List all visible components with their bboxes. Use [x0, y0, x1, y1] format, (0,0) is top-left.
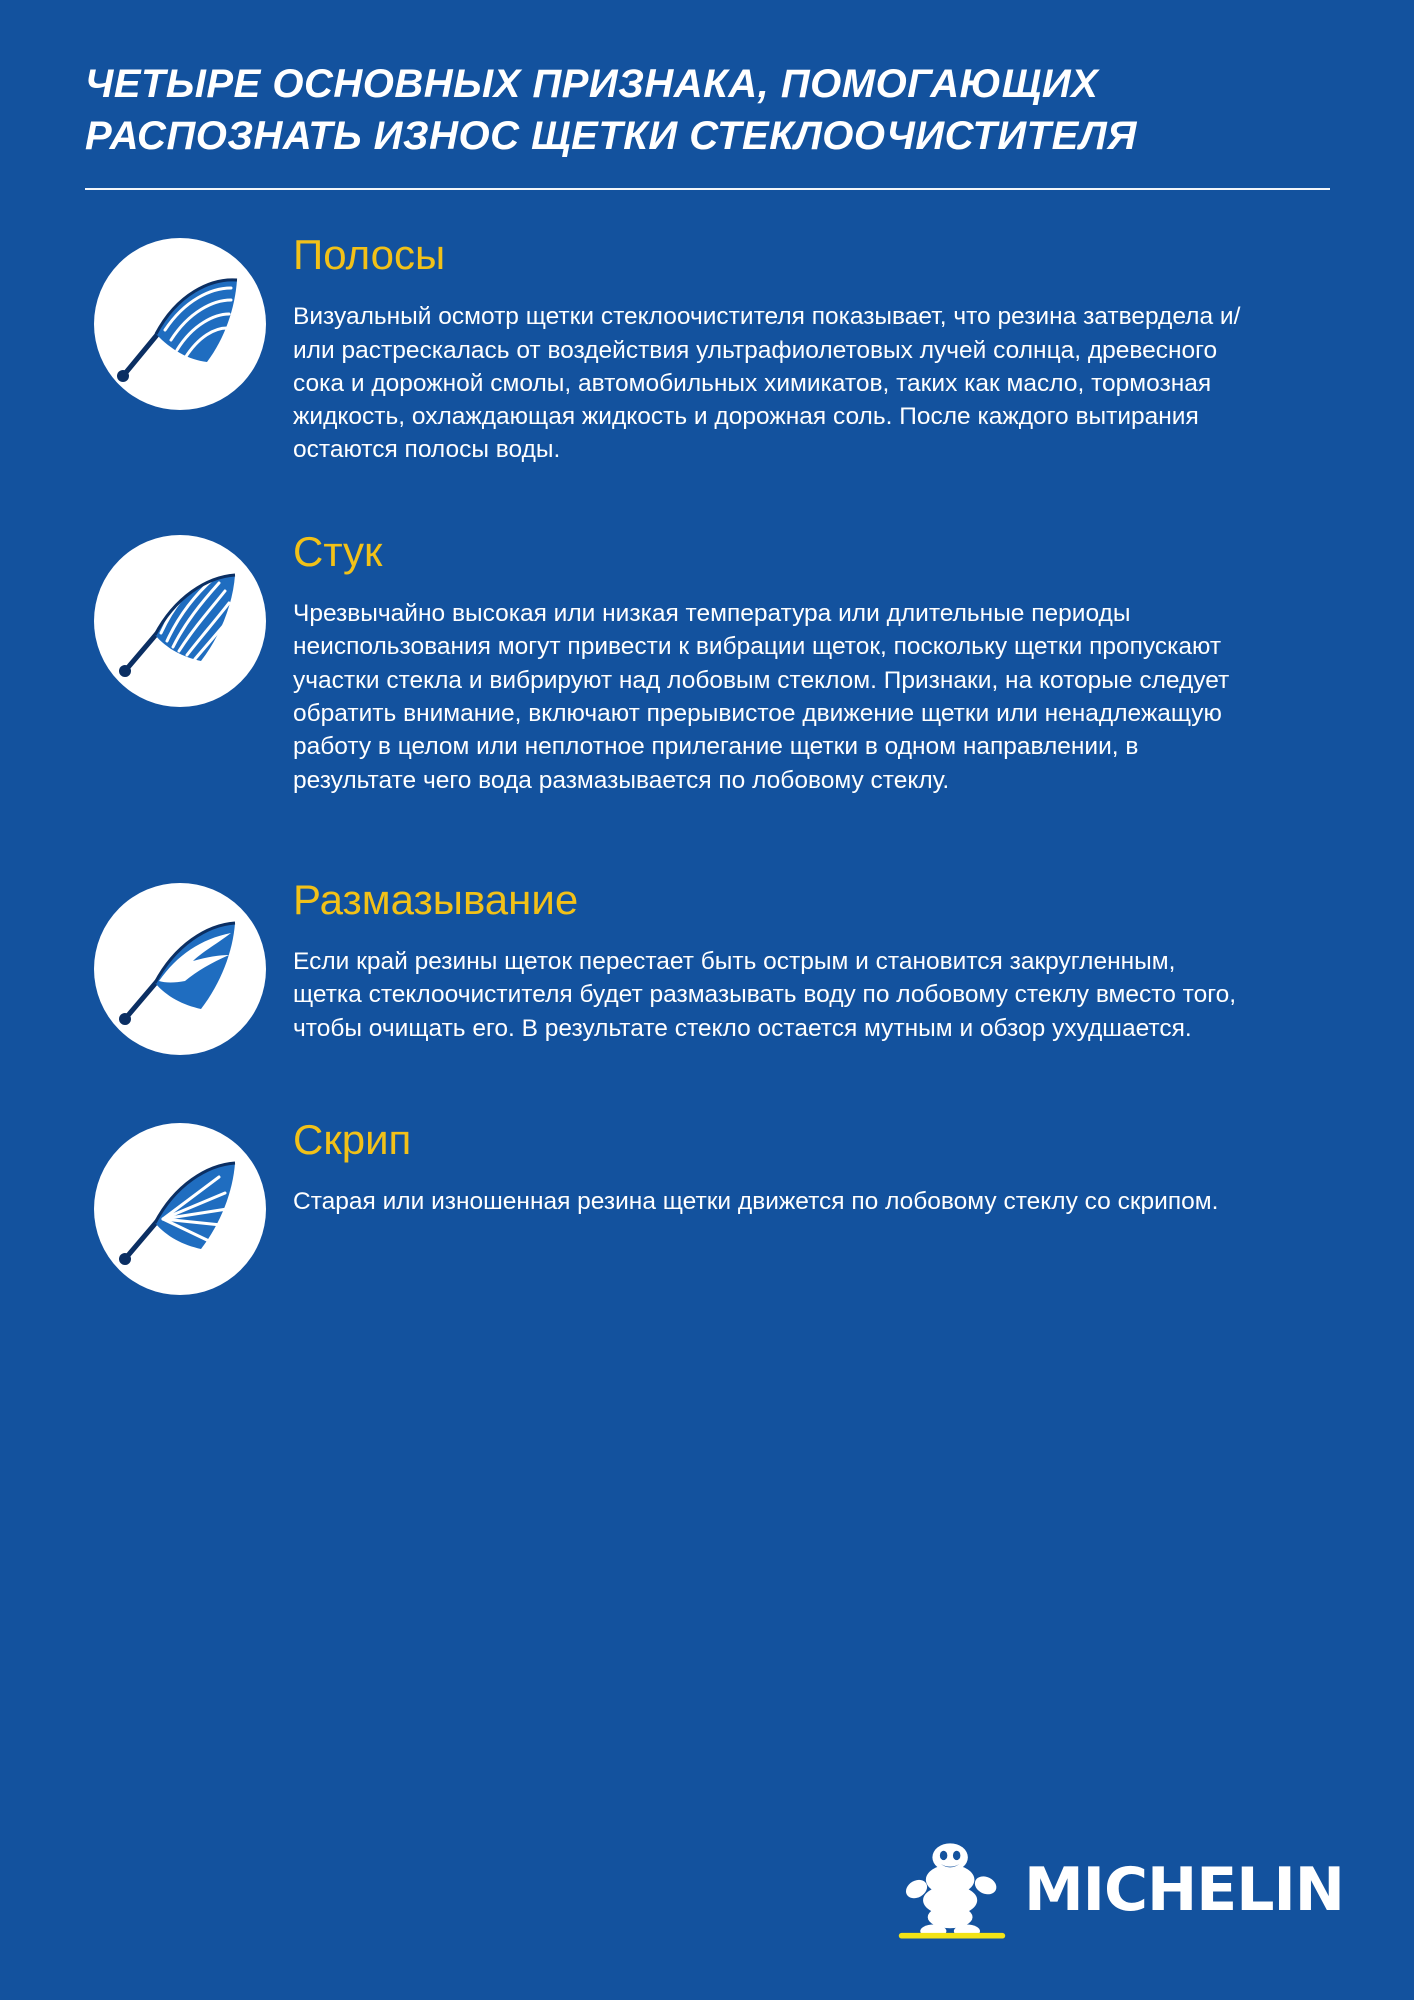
section-body [275, 529, 1339, 797]
wiper-streaks-icon [94, 238, 266, 410]
wiper-chatter-icon [94, 535, 266, 707]
michelin-bibendum-icon [896, 1838, 1008, 1942]
section-text: Чрезвычайно высокая или низкая температура или длительные периоды неиспользования могут привести к вибрации щеток, поскольку щетки пропускают участки стекла и вибрируют над лобовым стеклом. Признаки, на которые следует обратить внимание, включают прерывистое движение щетки или ненадлежащую работу в целом или неплотное прилегание щетки в одном направлении, в результате чего вода размазывается по лобовому стеклу. [293, 599, 1230, 794]
section-body [275, 232, 1339, 467]
sections-list [0, 232, 1414, 1295]
section-chatter [0, 529, 1414, 797]
footer [896, 1838, 1344, 1942]
section-title: Размазывание [293, 875, 579, 923]
icon-container [85, 232, 275, 410]
section-title: Стук [293, 527, 383, 575]
page-title: ЧЕТЫРЕ ОСНОВНЫХ ПРИЗНАКА, ПОМОГАЮЩИХ РАСПОЗНАТЬ ИЗНОС ЩЕТКИ СТЕКЛООЧИСТИТЕЛЯ [85, 62, 1137, 158]
header-divider [85, 188, 1330, 190]
section-text: Визуальный осмотр щетки стеклоочистителя показывает, что резина затвердела и/или растрескалась от воздействия ультрафиолетовых лучей солнца, древесного сока и дорожной смолы, автомобильных химикатов, таких как масло, тормозная жидкость, охлаждающая жидкость и дорожная соль. После каждого вытирания остаются полосы воды. [293, 303, 1241, 464]
header [0, 0, 1414, 190]
section-text: Если край резины щеток перестает быть острым и становится закругленным, щетка стеклоочистителя будет размазывать воду по лобовому стеклу вместо того, чтобы очищать его. В результате стекло остается мутным и обзор ухудшается. [293, 948, 1237, 1042]
section-streaks [0, 232, 1414, 467]
brand-wordmark: MICHELIN [1023, 1855, 1344, 1925]
wiper-squeak-icon [94, 1123, 266, 1295]
section-smearing [0, 877, 1414, 1055]
section-body [275, 1117, 1339, 1219]
icon-container [85, 1117, 275, 1295]
wiper-smearing-icon [94, 883, 266, 1055]
section-squeak [0, 1117, 1414, 1295]
section-title: Скрип [293, 1115, 412, 1163]
icon-container [85, 877, 275, 1055]
section-text: Старая или изношенная резина щетки движется по лобовому стеклу со скрипом. [293, 1188, 1219, 1215]
icon-container [85, 529, 275, 707]
section-title: Полосы [293, 231, 446, 278]
section-body [275, 877, 1339, 1045]
